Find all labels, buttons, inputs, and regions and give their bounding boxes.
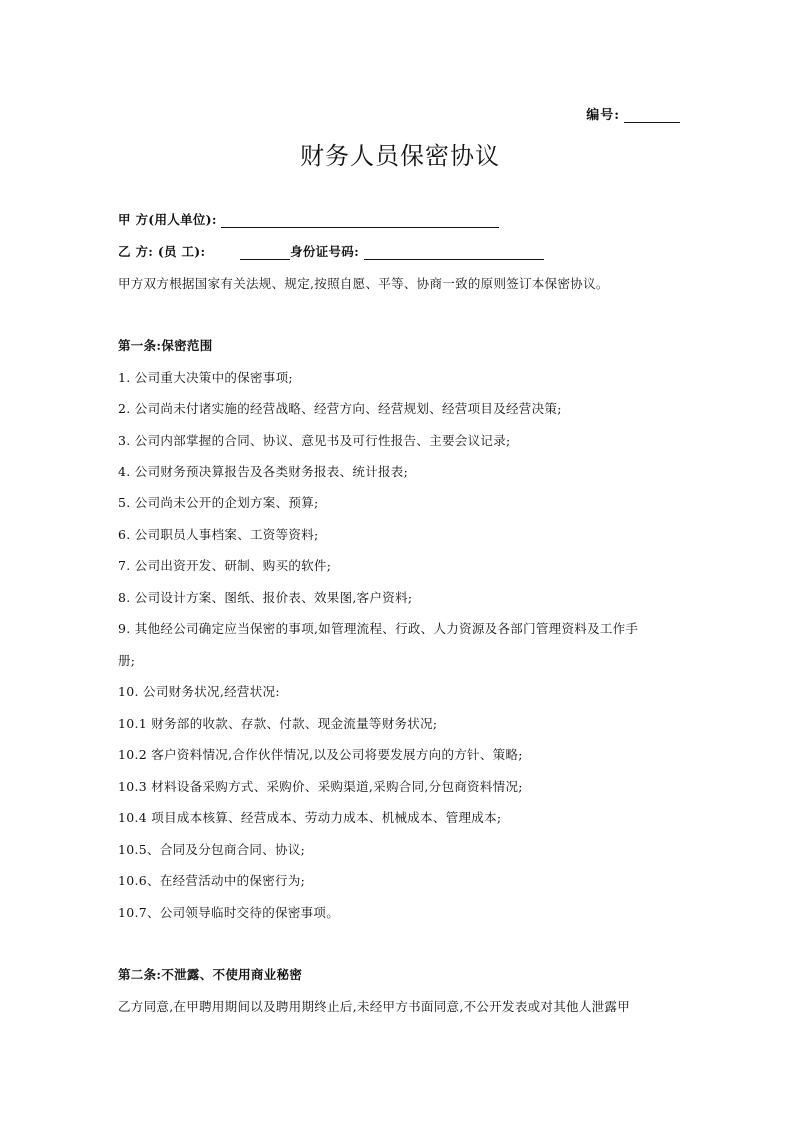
article2-title: 第二条:不泄露、不使用商业秘密 [118, 967, 303, 982]
list-item: 6. 公司职员人事档案、工资等资料; [118, 527, 319, 542]
list-item: 4. 公司财务预决算报告及各类财务报表、统计报表; [118, 464, 409, 479]
id-label: 身份证号码: [290, 244, 359, 259]
serial-label: 编号: [586, 108, 620, 123]
list-item: 10.6、在经营活动中的保密行为; [118, 873, 306, 888]
party-a-label: 甲 方(用人单位): [118, 212, 217, 227]
list-item: 10.7、公司领导临时交待的保密事项。 [118, 905, 340, 920]
list-item: 10.3 材料设备采购方式、采购价、采购渠道,采购合同,分包商资料情况; [118, 779, 523, 794]
party-b-label: 乙 方: (员 工): [118, 244, 206, 259]
list-item: 2. 公司尚未付诸实施的经营战略、经营方向、经营规划、经营项目及经营决策; [118, 401, 562, 416]
page-title: 财务人员保密协议 [300, 142, 500, 170]
list-item: 8. 公司设计方案、图纸、报价表、效果图,客户资料; [118, 590, 413, 605]
list-item: 10.1 财务部的收款、存款、付款、现金流量等财务状况; [118, 716, 438, 731]
party-b-line [118, 242, 544, 260]
list-item: 7. 公司出资开发、研制、购买的软件; [118, 558, 332, 573]
list-item: 10.5、合同及分包商合同、协议; [118, 842, 306, 857]
list-item: 3. 公司内部掌握的合同、协议、意见书及可行性报告、主要会议记录; [118, 433, 511, 448]
id-blank [364, 246, 544, 260]
article2-text: 乙方同意,在甲聘用期间以及聘用期终止后,未经甲方书面同意,不公开发表或对其他人泄露甲 [118, 999, 631, 1014]
serial-blank [624, 110, 680, 123]
list-item: 5. 公司尚未公开的企划方案、预算; [118, 495, 319, 510]
list-item: 10. 公司财务状况,经营状况: [118, 684, 280, 699]
list-item: 10.2 客户资料情况,合作伙伴情况,以及公司将要发展方向的方针、策略; [118, 747, 523, 762]
party-a-blank [221, 214, 499, 228]
party-b-blank [240, 246, 290, 260]
serial-number [586, 104, 680, 123]
list-item: 10.4 项目成本核算、经营成本、劳动力成本、机械成本、管理成本; [118, 810, 502, 825]
list-item: 册; [118, 653, 136, 668]
article1-title: 第一条:保密范围 [118, 338, 213, 353]
list-item: 9. 其他经公司确定应当保密的事项,如管理流程、行政、人力资源及各部门管理资料及工作手 [118, 621, 639, 636]
preamble: 甲方双方根据国家有关法规、规定,按照自愿、平等、协商一致的原则签订本保密协议。 [118, 276, 609, 291]
party-a-line [118, 210, 499, 228]
list-item: 1. 公司重大决策中的保密事项; [118, 370, 293, 385]
